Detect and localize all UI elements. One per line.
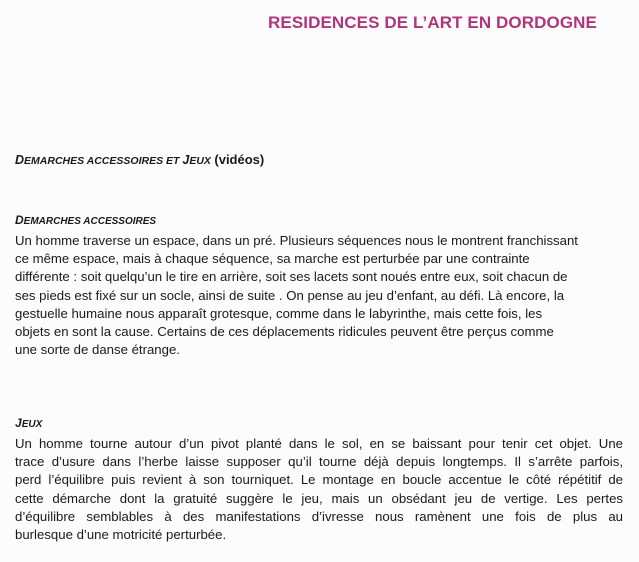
section-heading-initial-1: D: [15, 153, 25, 167]
paragraph-line: ce même espace, mais à chaque séquence, sa marche est perturbée par une contrainte: [15, 251, 530, 267]
paragraph-line: Un homme tourne autour d’un pivot planté dans le sol, en se baissant pour tenir cet objet. Une: [15, 436, 623, 451]
paragraph-line: une sorte de danse étrange.: [15, 342, 180, 358]
jeux-paragraph: [15, 435, 623, 544]
section-heading-rest-1: EMARCHES ACCESSOIRES: [24, 155, 164, 167]
jeux-heading-initial: J: [15, 416, 22, 430]
paragraph-line: Un homme traverse un espace, dans un pré. Plusieurs séquences nous le montrent franchissant: [15, 233, 578, 248]
paragraph-line: d’équilibre semblables à des manifestations d’ivresse nous ramènent une fois de plus au: [15, 508, 623, 524]
page-header-title: RESIDENCES DE L’ART EN DORDOGNE: [268, 13, 597, 32]
paragraph-line: burlesque d’une motricité perturbée.: [15, 527, 227, 543]
section-heading-suffix: (vidéos): [214, 152, 265, 167]
demarches-heading: [15, 213, 156, 227]
demarches-heading-initial: D: [15, 213, 24, 227]
section-heading-connector: ET: [163, 155, 183, 167]
paragraph-line: perd l’équilibre puis revient à son tourniquet. Le montage en boucle accentue le côté répétitif de: [15, 472, 623, 488]
paragraph-line: ses pieds est fixé sur un socle, ainsi de suite . On pense au jeu d’enfant, au défi. Là encore, la: [15, 287, 565, 303]
paragraph-line: différente : soit quelqu’un le tire en arrière, soit ses lacets sont noués entre eux, soit chacun de: [15, 269, 568, 285]
paragraph-line: trace d’usure dans l’herbe laisse supposer qu’il tourne déjà depuis longtemps. Il s’arrête parfois,: [15, 454, 623, 470]
section-heading-rest-2: EUX: [189, 155, 211, 167]
paragraph-line: objets en sont la cause. Certains de ces déplacements ridicules peuvent être perçus comme: [15, 324, 554, 340]
section-heading-initial-2: J: [182, 153, 190, 167]
paragraph-line: gestuelle humaine nous apparaît grotesque, comme dans le labyrinthe, mais cette fois, les: [15, 305, 543, 321]
jeux-heading-rest: EUX: [21, 419, 43, 430]
demarches-heading-rest: EMARCHES ACCESSOIRES: [23, 216, 157, 227]
demarches-paragraph: [15, 232, 630, 359]
jeux-heading: [15, 416, 42, 430]
paragraph-line: cette démarche dont la gratuité suggère le jeu, mais un obsédant jeu de vertige. Les pertes: [15, 490, 623, 506]
section-heading: [15, 152, 264, 167]
